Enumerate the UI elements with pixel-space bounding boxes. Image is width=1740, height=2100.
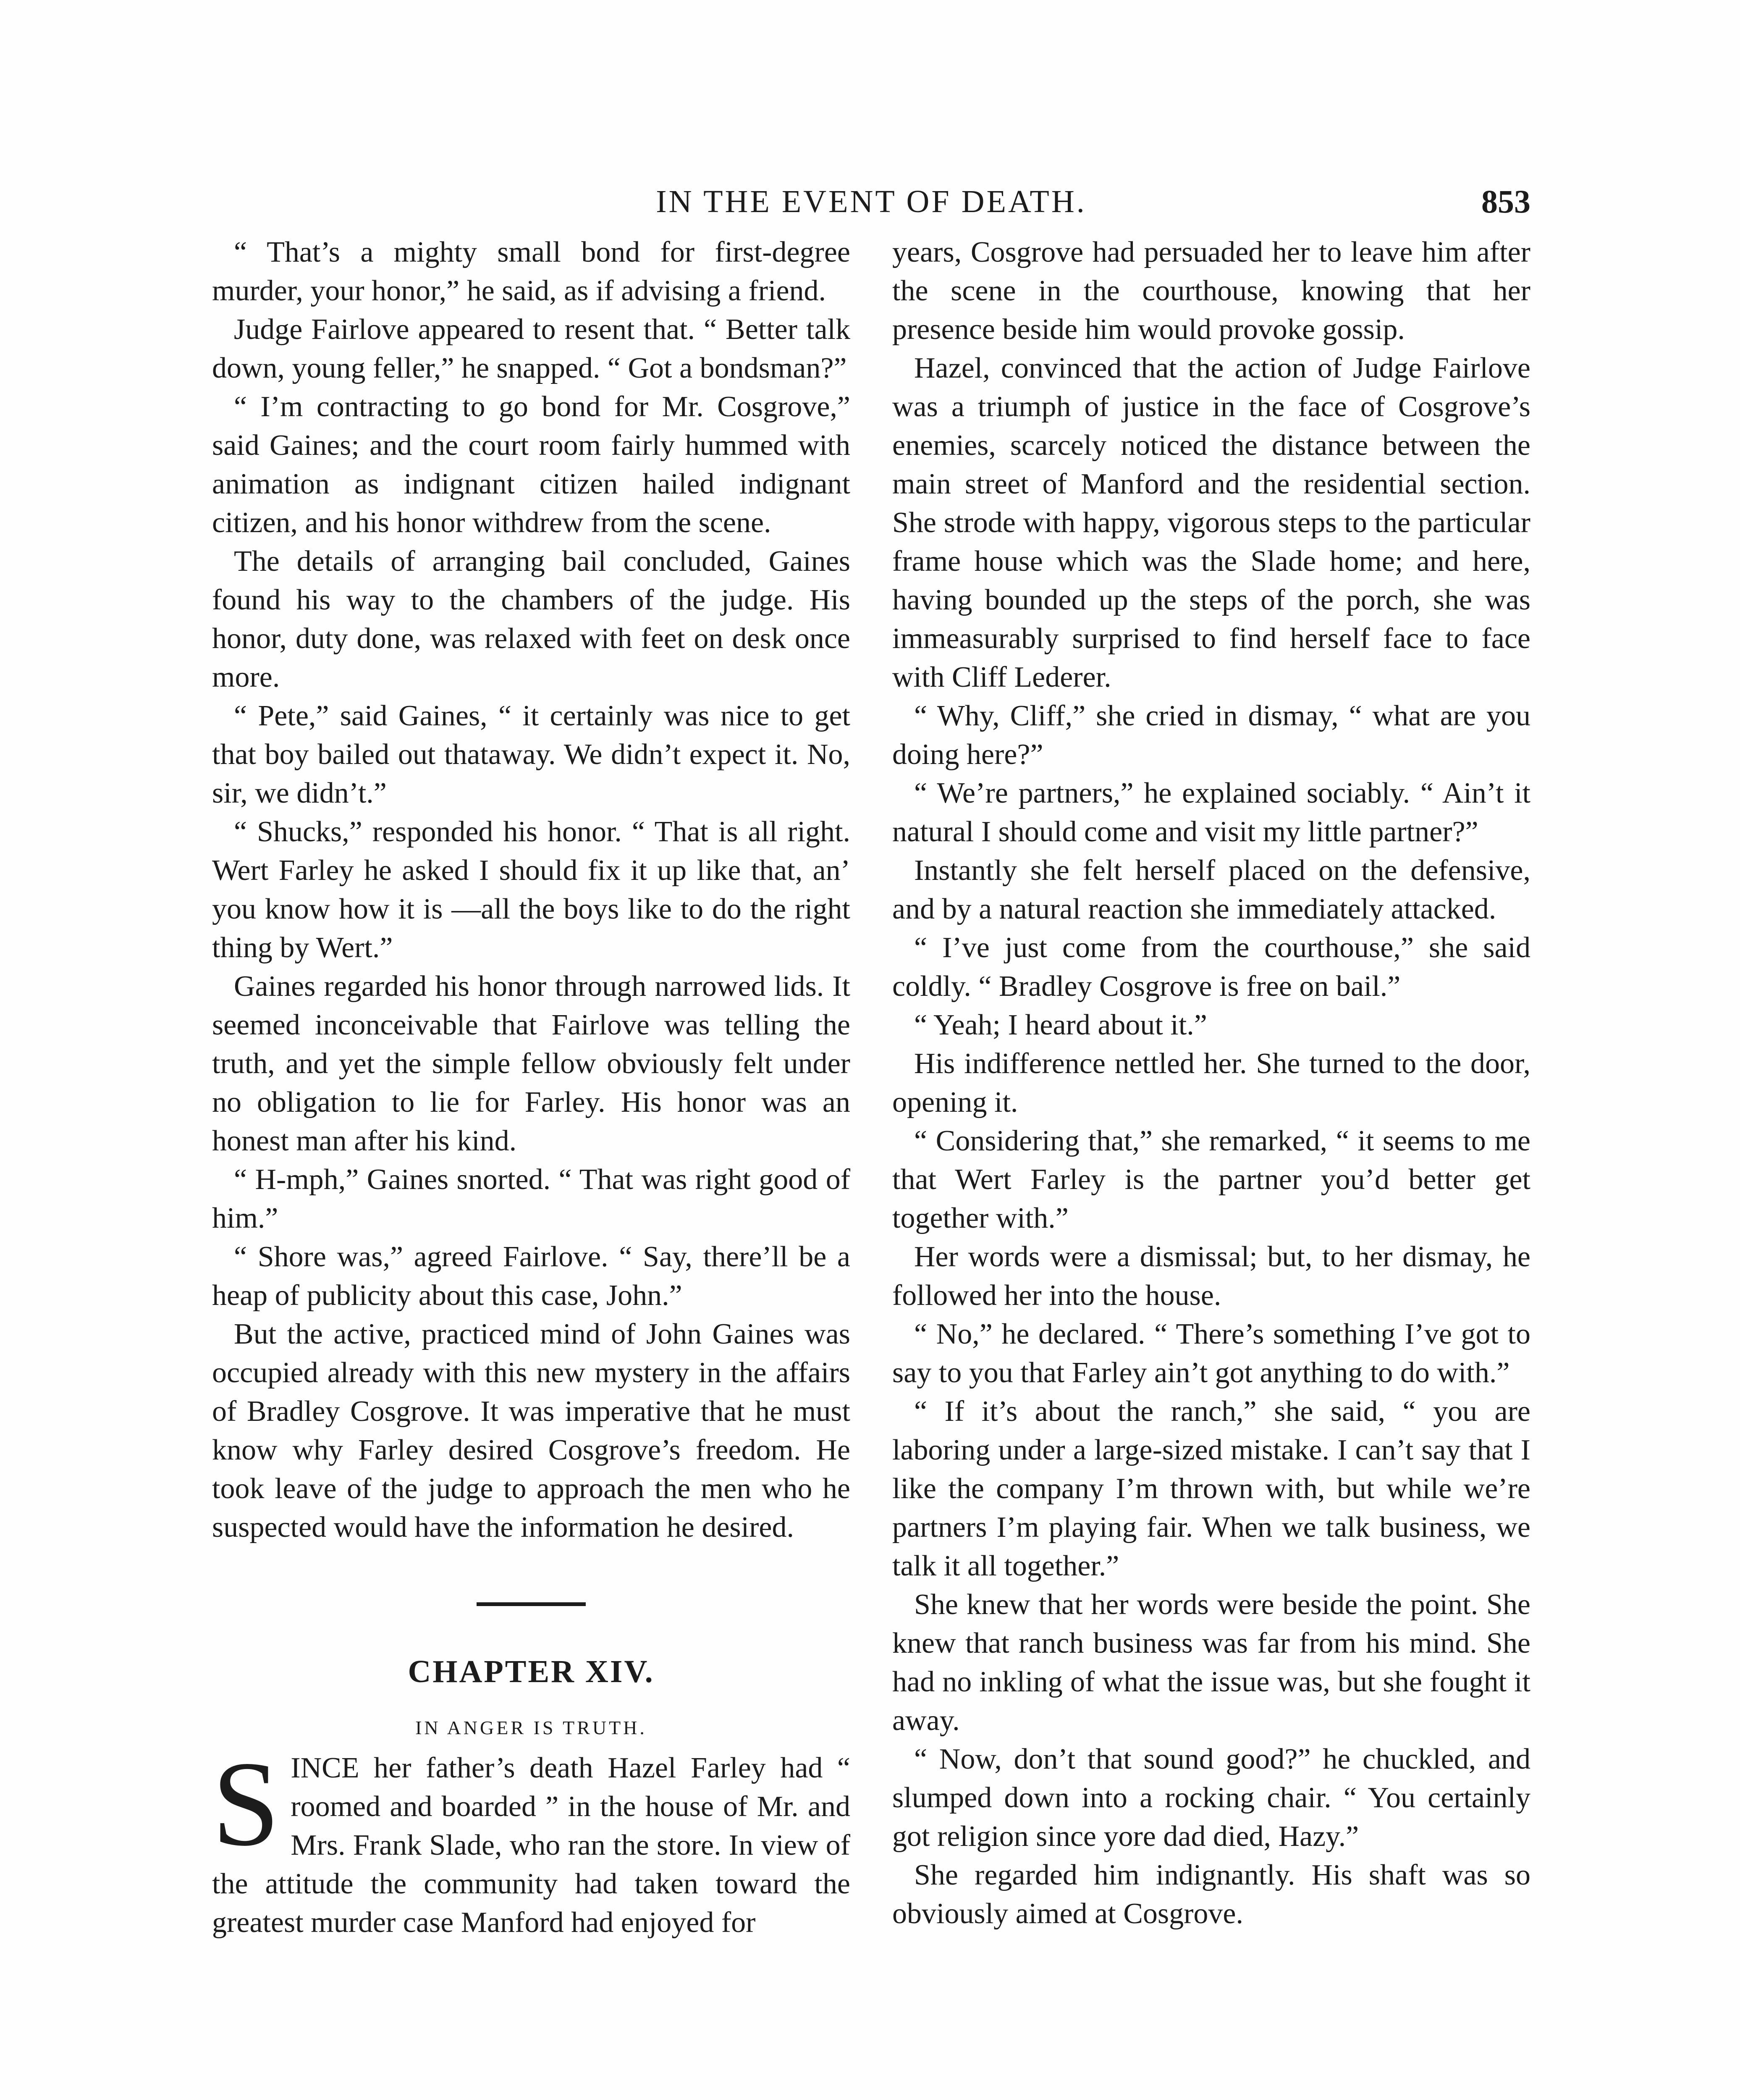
section-divider [477,1602,586,1606]
paragraph: Instantly she felt herself placed on the defensive, and by a natural reaction she immediately attacked. [892,854,1530,925]
page-number: 853 [1481,183,1530,220]
chapter-opening-paragraph [212,1736,850,1942]
chapter-title: CHAPTER XIV. [408,1654,655,1689]
paragraph: “ Yeah; I heard about it.” [914,1009,1207,1041]
chapter-subtitle: IN ANGER IS TRUTH. [415,1717,647,1738]
left-column [212,233,850,1942]
running-title: IN THE EVENT OF DEATH. [656,184,1087,219]
paragraph: She knew that her words were beside the point. She knew that ranch business was far from his mind. She had no inkling of what the issue was, but she fought it away. [892,1588,1530,1737]
paragraph: “ Now, don’t that sound good?” he chuckled, and slumped down into a rocking chair. “ You certainly got religion since yore dad died, Hazy.” [892,1743,1530,1853]
paragraph: “ H-mph,” Gaines snorted. “ That was right good of him.” [212,1163,850,1234]
paragraph: “ Pete,” said Gaines, “ it certainly was nice to get that boy bailed out thataway. We didn’t expect it. No, sir, we didn’t.” [212,700,850,809]
paragraph: “ Shore was,” agreed Fairlove. “ Say, there’ll be a heap of publicity about this case, John.” [212,1241,850,1312]
running-header [212,176,1530,227]
paragraph: “ Why, Cliff,” she cried in dismay, “ what are you doing here?” [892,700,1530,771]
paragraph: “ I’m contracting to go bond for Mr. Cosgrove,” said Gaines; and the court room fairly hummed with animation as indignant citizen hailed indignant citizen, and his honor withdrew from the scene. [212,391,850,539]
paragraph: “ Shucks,” responded his honor. “ That is all right. Wert Farley he asked I should fix it up like that, an’ you know how it is —all the boys like to do the right thing by Wert.” [212,816,850,964]
paragraph: “ That’s a mighty small bond for first-degree murder, your honor,” he said, as if advising a friend. [212,236,850,307]
paragraph: Gaines regarded his honor through narrowed lids. It seemed inconceivable that Fairlove was telling the truth, and yet the simple fellow obviously felt under no obligation to lie for Farley. His honor was an honest man after his kind. [212,970,850,1157]
paragraph: “ No,” he declared. “ There’s something I’ve got to say to you that Farley ain’t got anything to do with.” [892,1318,1530,1389]
right-column [892,233,1530,1933]
paragraph: “ If it’s about the ranch,” she said, “ you are laboring under a large-sized mistake. I can’t say that I like the company I’m thrown with, but while we’re partners I’m playing fair. When we talk business, we talk it all together.” [892,1395,1530,1582]
paragraph: “ I’ve just come from the courthouse,” she said coldly. “ Bradley Cosgrove is free on bail.” [892,932,1530,1003]
paragraph: She regarded him indignantly. His shaft was so obviously aimed at Cosgrove. [892,1859,1530,1930]
continued-paragraph: years, Cosgrove had persuaded her to leave him after the scene in the courthouse, knowing that her presence beside him would provoke gossip. [892,236,1530,346]
paragraph: But the active, practiced mind of John Gaines was occupied already with this new mystery in the affairs of Bradley Cosgrove. It was imperative that he must know why Farley desired Cosgrove’s freedom. He took leave of the judge to approach the men who he suspected would have the information he desired. [212,1318,850,1544]
paragraph: The details of arranging bail concluded, Gaines found his way to the chambers of the judge. His honor, duty done, was relaxed with feet on desk once more. [212,545,850,693]
paragraph: “ Considering that,” she remarked, “ it seems to me that Wert Farley is the partner you’d better get together with.” [892,1125,1530,1234]
paragraph: Judge Fairlove appeared to resent that. “ Better talk down, young feller,” he snapped. “ Got a bondsman?” [212,313,850,384]
opening-text: INCE her father’s death Hazel Farley had “ roomed and boarded ” in the house of Mr. and Mrs. Frank Slade, who ran the store. In view of the attitude the community had taken toward the greatest murder case Manford had enjoyed for [212,1752,850,1939]
paragraph: Hazel, convinced that the action of Judge Fairlove was a triumph of justice in the face of Cosgrove’s enemies, scarcely noticed the distance between the main street of Manford and the residential section. She strode with happy, vigorous steps to the particular frame house which was the Slade home; and here, having bounded up the steps of the porch, she was immeasurably surprised to find herself face to face with Cliff Lederer. [892,352,1530,693]
paragraph: His indifference nettled her. She turned to the door, opening it. [892,1047,1530,1118]
drop-cap: S [212,1736,280,1871]
paragraph: Her words were a dismissal; but, to her dismay, he followed her into the house. [892,1241,1530,1312]
paragraph: “ We’re partners,” he explained sociably. “ Ain’t it natural I should come and visit my little partner?” [892,777,1530,848]
